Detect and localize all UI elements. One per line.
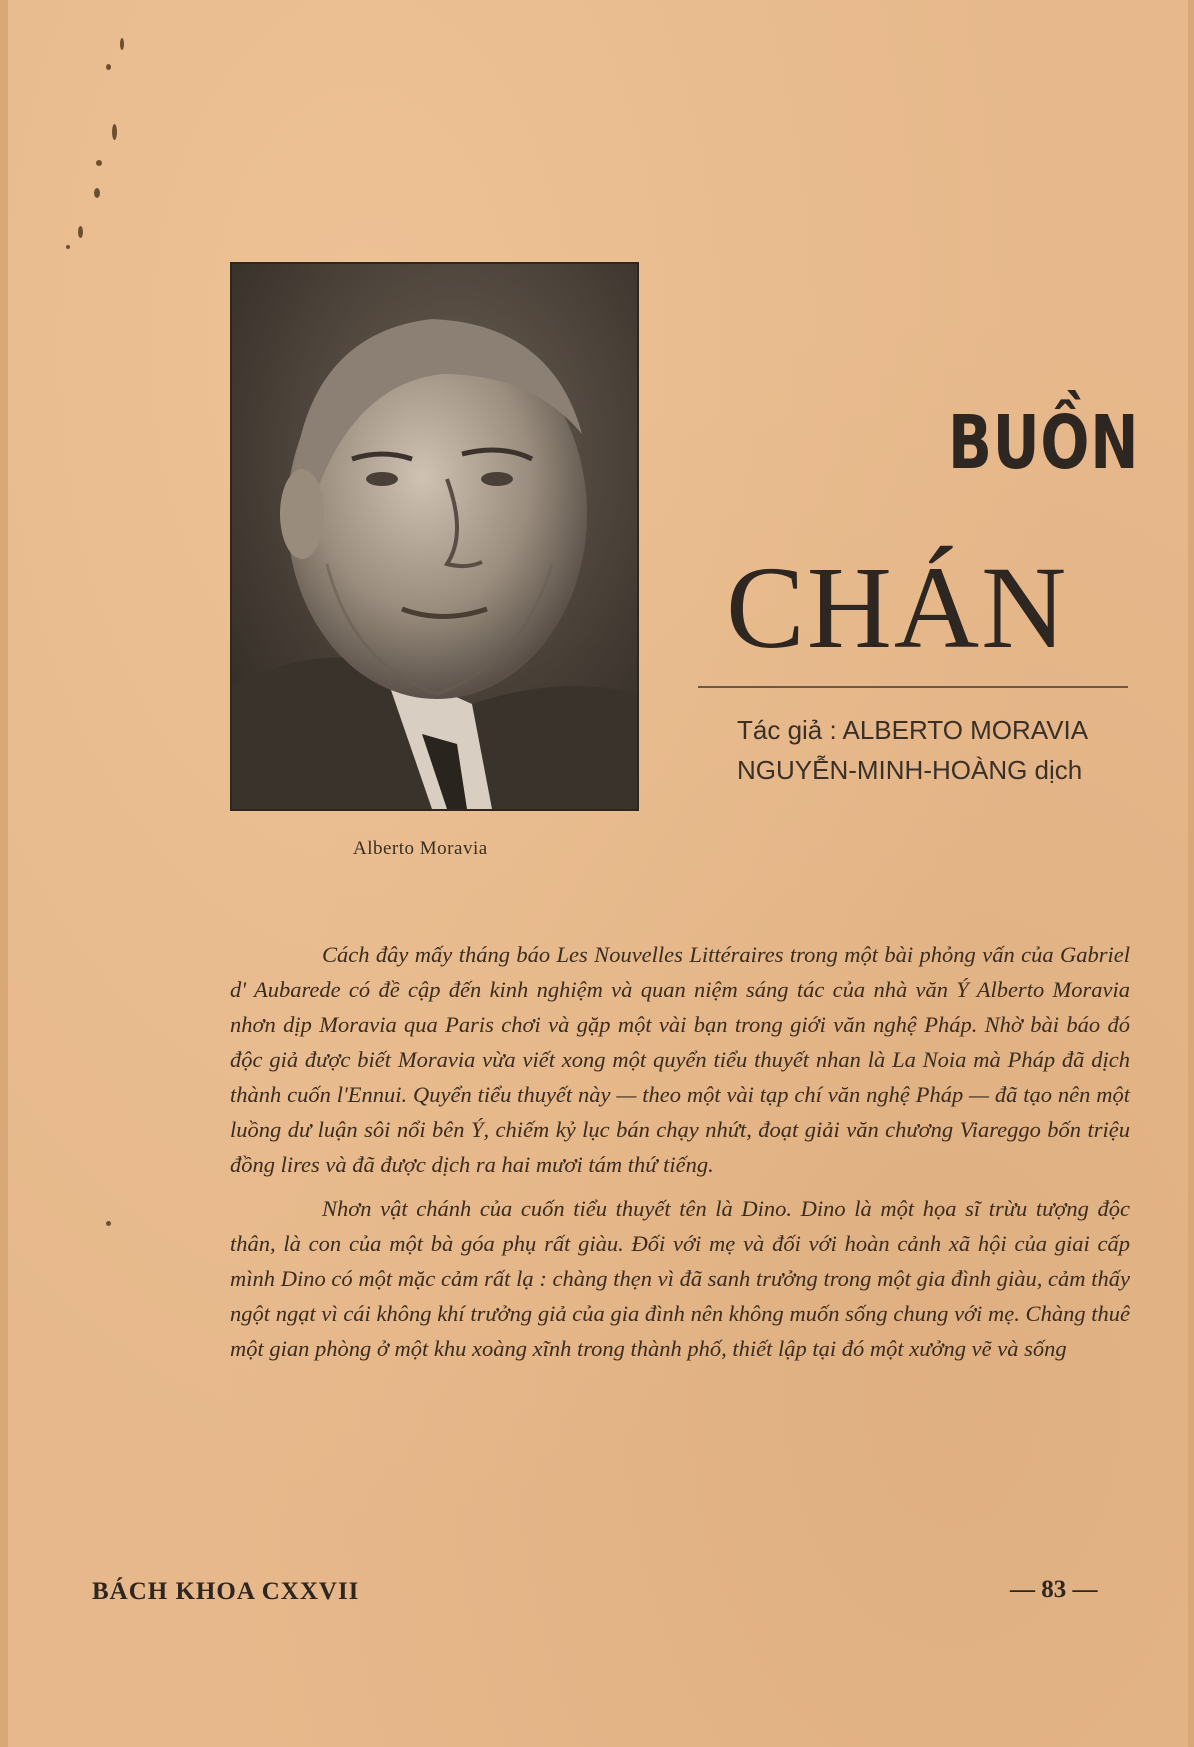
magazine-issue-label: BÁCH KHOA CXXVII [92,1578,360,1605]
portrait-image [232,264,637,809]
photo-caption: Alberto Moravia [353,838,488,859]
translator-credit: NGUYỄN-MINH-HOÀNG dịch [737,755,1083,785]
article-title-line-1: BUỒN [948,400,1140,486]
article-title-line-2: CHÁN [726,542,1069,673]
byline [737,710,1088,790]
magazine-page [8,0,1188,1747]
article-body [230,937,1130,1366]
paragraph-2: Nhơn vật chánh của cuốn tiểu thuyết tên là Dino. Dino là một họa sĩ trừu tượng độc thân, là con của một bà góa phụ rất giàu. Đối với mẹ và đối với hoàn cảnh xã hội của giai cấp mình Dino có một mặc cảm rất lạ : chàng thẹn vì đã sanh trưởng trong một gia đình giàu, cảm thấy ngột ngạt vì cái không khí trưởng giả của gia đình nên không muốn sống chung với mẹ. Chàng thuê một gian phòng ở một khu xoàng xĩnh trong thành phố, thiết lập tại đó một xưởng vẽ và sống [230,1196,1130,1361]
paragraph-1: Cách đây mấy tháng báo Les Nouvelles Littéraires trong một bài phỏng vấn của Gabriel d' Aubarede có đề cập đến kinh nghiệm và quan niệm sáng tác của nhà văn Ý Alberto Moravia nhơn dịp Moravia qua Paris chơi và gặp một vài bạn trong giới văn nghệ Pháp. Nhờ bài báo đó độc giả được biết Moravia vừa viết xong một quyển tiểu thuyết nhan là La Noia mà Pháp đã dịch thành cuốn l'Ennui. Quyển tiểu thuyết này — theo một vài tạp chí văn nghệ Pháp — đã tạo nên một luồng dư luận sôi nổi bên Ý, chiếm kỷ lục bán chạy nhứt, đoạt giải văn chương Viareggo bốn triệu đồng lires và đã được dịch ra hai mươi tám thứ tiếng. [230,942,1130,1177]
author-credit: Tác giả : ALBERTO MORAVIA [737,715,1089,745]
page-number: — 83 — [1010,1576,1098,1603]
title-divider [698,686,1128,688]
author-portrait-photo [230,262,639,811]
